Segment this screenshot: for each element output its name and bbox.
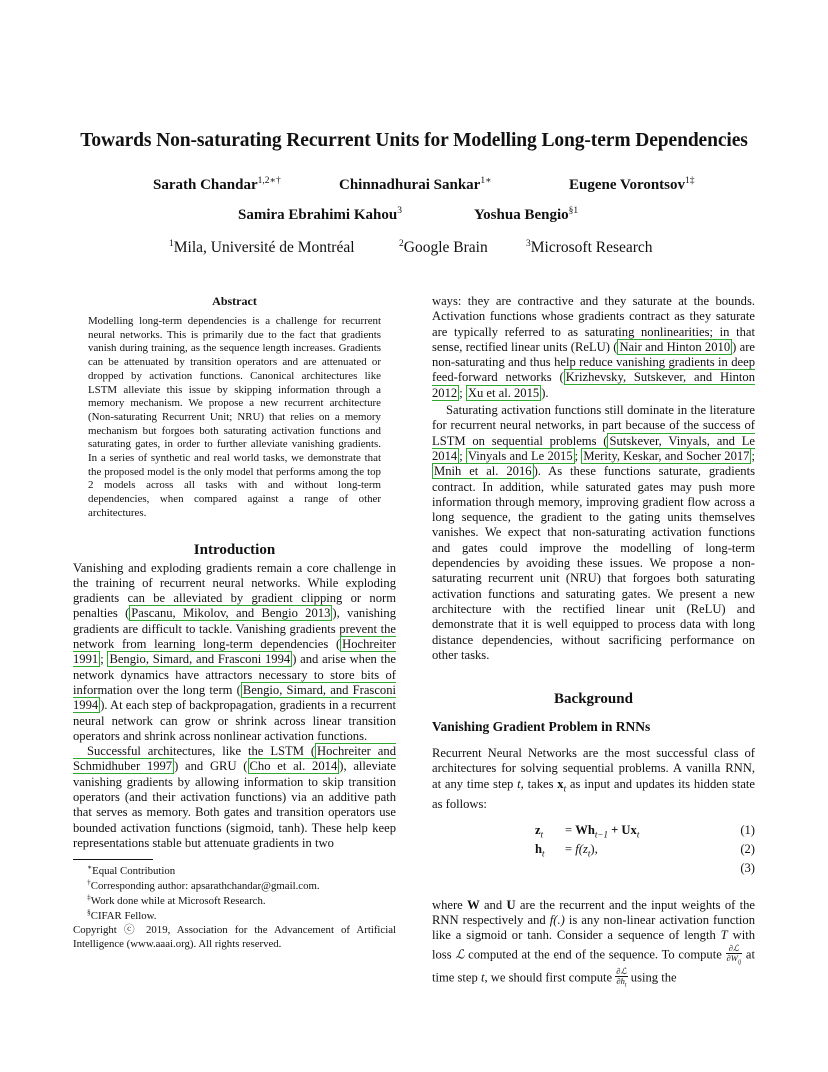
equation-number: (3)	[740, 860, 755, 875]
fraction-dL-dh: ∂ℒ $\partial h_t$	[616, 966, 627, 990]
equation-3	[432, 859, 755, 878]
affiliation-1: $^1$Mila, Université de Montréal	[169, 238, 355, 256]
author-2: Chinnadhurai Sankar$^{1∗}$	[339, 176, 492, 193]
footnote-4: §CIFAR Fellow.	[87, 907, 157, 923]
abstract-text: Modelling long-term dependencies is a challenge for recurrent neural networks. This is primarily due to the fact that gradients vanish during training, as the sequence length increases. Gradients can be attenuated by transition operators and are attenuated or dropped by activation functions. Canonical architectures like LSTM alleviate this issue by skipping information through a memory mechanism. We propose a new recurrent architecture (Non-saturating Recurrent Unit; NRU) that relies on a memory mechanism but forgoes both saturating activation functions and saturating gates, in order to further alleviate vanishing gradients. In a series of synthetic and real world tasks, we demonstrate that the proposed model is the only model that performs among the top 2 models across all tasks with and without long-term dependencies, when compared against a range of other architectures.	[88, 315, 381, 519]
intro-paragraph-4: Saturating activation functions still dominate in the literature for recurrent neural networks, in part because of the success of LSTM on sequential problems ( Sutskever, Vinyals, and Le 2014 ; Vinyals and Le 2015 ; Merity, Keskar, and Socher 2017 ; Mnih et al. 2016 ). As these functions saturate, gradients contract. In addition, while saturated gates may push more information through memory, improving gradient flow across a long sequence, the gradient to the gating units themselves vanishes. We expect that non-saturating activation functions and gates could improve the modelling of long-term dependencies by avoiding these issues. We propose a non-saturating recurrent unit (NRU) that forgoes both saturating activation functions and saturating gates. We present a new architecture with the rectified linear unit (ReLU) and demonstrate that it is well equipped to process data with long distance dependencies, without sacrificing performance on other tasks.	[432, 403, 756, 662]
citation-link[interactable]: Hochreiter 1991	[73, 637, 396, 667]
background-paragraph-1: Recurrent Neural Networks are the most successful class of architectures for solving sequential problems. A vanilla RNN, at any time step t, takes $x_t$ as input and updates its hidden state as follows:	[432, 746, 756, 811]
left-column	[73, 293, 396, 951]
equation-block	[432, 821, 755, 878]
citation-link[interactable]: Pascanu, Mikolov, and Bengio 2013	[131, 606, 331, 621]
affiliation-2: $^2$Google Brain	[399, 238, 488, 256]
citation-link[interactable]: Nair and Hinton 2010	[619, 339, 731, 354]
background-paragraph-2: where W and U are the recurrent and the input weights of the RNN respectively and f(.) is any non-linear activation function like a sigmoid or tanh. Consider a sequence of length T with loss ℒ computed at the end of the sequence. To compute ∂ℒ $\partial W_{ij}$ at time step t, we should first compute ∂ℒ $\partial h_t$ using the	[432, 897, 756, 990]
footnote-1: ∗Equal Contribution	[87, 862, 176, 878]
equation-number: (1)	[740, 822, 755, 837]
footnote-divider	[73, 859, 153, 860]
citation-link[interactable]: Mnih et al. 2016	[434, 464, 532, 479]
intro-paragraph-3: ways: they are contractive and they saturate at the bounds. Activation functions whose gradients contract as they saturate are typically referred to as saturating nonlinearities; in that sense, rectified linear units (ReLU) ( Nair and Hinton 2010 ) are non-saturating and thus help reduce vanishing gradients in deep feed-forward networks ( Krizhevsky, Sutskever, and Hinton 2012 ; Xu et al. 2015 ).	[432, 294, 756, 400]
equation-2: $h_t$ = $f(z_t)$, (2)	[535, 841, 755, 859]
citation-link[interactable]: Xu et al. 2015	[467, 385, 540, 400]
author-5: Yoshua Bengio$^{\S 1}$	[474, 206, 579, 223]
intro-paragraph-2: Successful architectures, like the LSTM ( Hochreiter and Schmidhuber 1997 ) and GRU ( Cho et al. 2014 ), alleviate vanishing gradients by allowing information to skip transition operators (and their activation functions) via an additive path that serves as memory. Both gates and transition operators use bounded activation functions (sigmoid, tanh). These help keep representations stable but attenuate gradients in two	[73, 744, 396, 850]
intro-paragraph-1: Vanishing and exploding gradients remain a core challenge in the training of recurrent neural networks. While exploding gradients can be alleviated by gradient clipping or norm penalties ( Pascanu, Mikolov, and Bengio 2013 ), vanishing gradients are difficult to tackle. Vanishing gradients prevent the network from learning long-term dependencies ( Hochreiter 1991 ; Bengio, Simard, and Frasconi 1994 ) and arise when the network dynamics have attractors necessary to store bits of information over the long term ( Bengio, Simard, and Frasconi 1994 ). At each step of backpropagation, gradients in a recurrent neural network can grow or shrink across linear transition operators and shrink across nonlinear activation functions.	[73, 560, 397, 743]
copyright-notice: Copyright ⓒ 2019, Association for the Advancement of Artificial Intelligence (www.aaai.org). All rights reserved.	[73, 924, 396, 950]
citation-link[interactable]: Hochreiter and Schmidhuber 1997	[73, 744, 396, 774]
citation-link[interactable]: Vinyals and Le 2015	[467, 448, 573, 463]
abstract-heading: Abstract	[212, 294, 257, 308]
citation-link[interactable]: Bengio, Simard, and Frasconi 1994	[73, 682, 397, 713]
vanishing-gradient-subheading: Vanishing Gradient Problem in RNNs	[432, 719, 651, 735]
citation-link[interactable]: Sutskever, Vinyals, and Le 2014	[432, 433, 755, 463]
paper-title: Towards Non-saturating Recurrent Units for Modelling Long-term Dependencies	[80, 130, 748, 151]
citation-link[interactable]: Krizhevsky, Sutskever, and Hinton 2012	[432, 370, 755, 400]
author-1: Sarath Chandar$^{1,2∗\dagger}$	[153, 176, 281, 193]
background-heading: Background	[554, 691, 633, 708]
equation-1: $z_t$ = $Wh_{t-1} + Ux_t$ (1)	[535, 822, 755, 840]
fraction-dL-dW: ∂ℒ $\partial W_{ij}$	[726, 942, 742, 966]
footnote-3: ‡Work done while at Microsoft Research.	[87, 892, 266, 908]
footnote-2: †Corresponding author: apsarathchandar@gmail.com.	[87, 877, 320, 893]
citation-link[interactable]: Cho et al. 2014	[249, 759, 338, 774]
introduction-heading: Introduction	[193, 541, 276, 558]
author-4: Samira Ebrahimi Kahou$^3$	[238, 206, 402, 223]
affiliation-3: $^3$Microsoft Research	[526, 238, 653, 256]
right-column	[432, 294, 755, 991]
author-3: Eugene Vorontsov$^{1\ddagger}$	[569, 176, 695, 193]
equation-number: (2)	[740, 841, 755, 856]
citation-link[interactable]: Merity, Keskar, and Socher 2017	[583, 448, 750, 463]
citation-link[interactable]: Bengio, Simard, and Frasconi 1994	[109, 652, 291, 667]
